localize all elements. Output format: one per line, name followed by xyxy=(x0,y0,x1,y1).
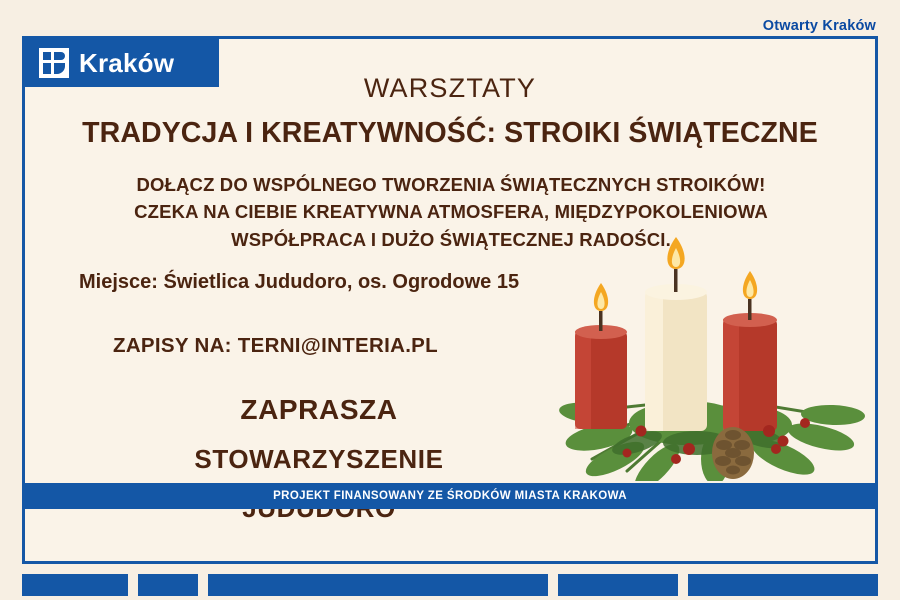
poster-frame xyxy=(22,36,878,564)
organizer-line-2: STOWARZYSZENIE xyxy=(194,444,444,474)
description-line-3: WSPÓŁPRACA I DUŻO ŚWIĄTECZNEJ RADOŚCI. xyxy=(231,228,671,250)
description-line-1: DOŁĄCZ DO WSPÓLNEGO TWORZENIA ŚWIĄTECZNYCH STROIKÓW! xyxy=(136,174,766,195)
description-line-2: CZEKA NA CIEBIE KREATYWNA ATMOSFERA, MIĘDZYPOKOLENIOWA xyxy=(134,201,768,223)
poster-content xyxy=(25,39,875,509)
event-title: TRADYCJA I KREATYWNOŚĆ: STROIKI ŚWIĄTECZNE xyxy=(82,117,818,149)
bottom-decorative-strip xyxy=(22,574,878,596)
open-krakow-label: Otwarty Kraków xyxy=(762,18,876,34)
event-kicker: WARSZTATY xyxy=(363,73,537,103)
event-signup-contact: ZAPISY NA: TERNI@INTERIA.PL xyxy=(113,334,438,357)
event-location: Miejsce: Świetlica Jududoro, os. Ogrodowe 15 xyxy=(79,271,520,293)
organizer-line-1: ZAPRASZA xyxy=(240,394,398,425)
christmas-candles-wreath-illustration xyxy=(537,191,867,481)
krakow-logo-text: Kraków xyxy=(79,48,175,78)
funding-footer: PROJEKT FINANSOWANY ZE ŚRODKÓW MIASTA KRAKOWA xyxy=(25,483,875,509)
